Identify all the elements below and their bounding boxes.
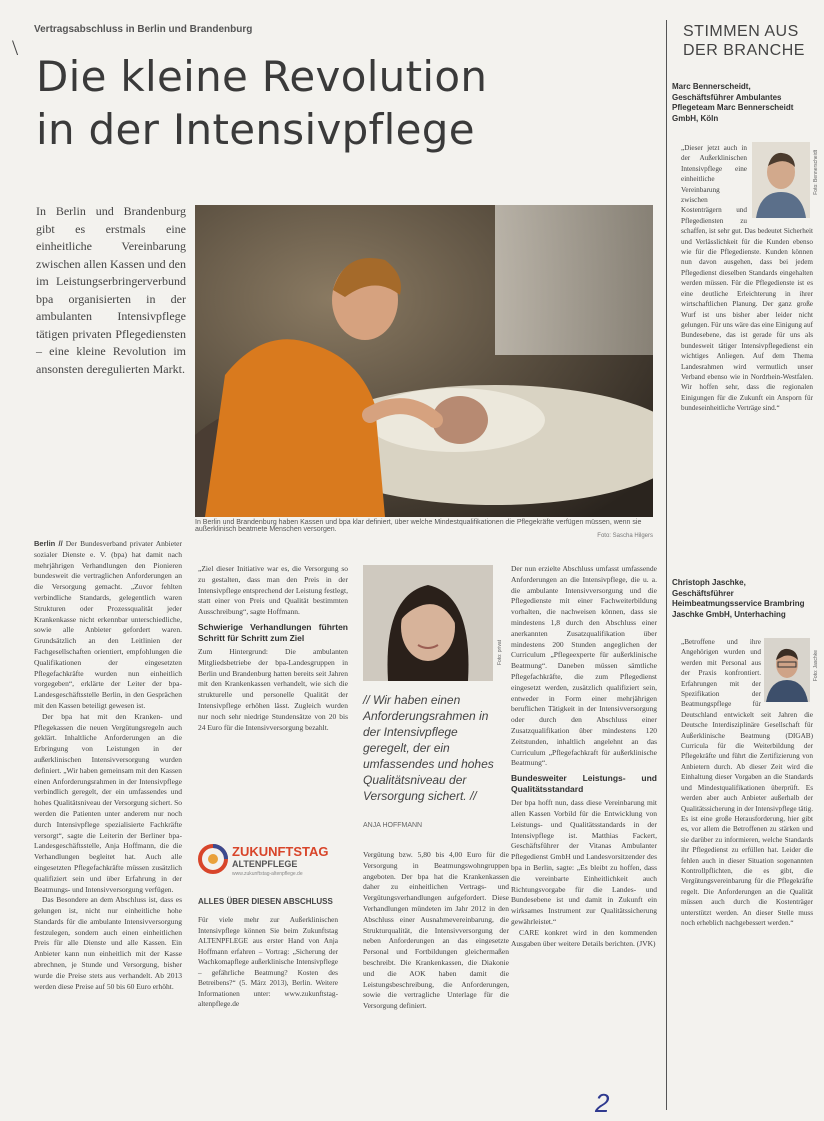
logo-swirl-icon — [198, 844, 228, 874]
column-4-paragraph-3: CARE konkret wird in den kommenden Ausgaben über weitere Details berichten. (JVK) — [511, 927, 657, 948]
box-paragraph: Für viele mehr zur Außerklinischen Intensivpflege können Sie beim Zukunftstag ALTENPFLEGE aus erster Hand von Anja Hoffmann erfahren – Vortrag: „Sicherung der Wachkomapflege außerklinische Intensivpflege – gefährliche Beatmung? Kosten des Betreibens?“ (5. März 2013), Berlin. Weitere Informationen unter: www.zukunftstag-altenpflege.de — [198, 915, 338, 1008]
sidebar-title-line-2: DER BRANCHE — [683, 42, 805, 59]
person-1-name: Marc Bennerscheidt, — [672, 82, 751, 91]
article-column-2 — [198, 564, 348, 733]
headline — [36, 50, 487, 156]
person-2-name: Christoph Jaschke, — [672, 578, 746, 587]
headline-line-1: Die kleine Revolution — [36, 52, 488, 101]
nurse-patient-illustration — [195, 205, 653, 517]
sidebar-divider — [666, 20, 667, 1110]
person-1-text — [681, 143, 813, 414]
photo-credit: Foto: Sascha Hilgers — [597, 533, 653, 539]
person-2-credit: Foto: Jaschke — [813, 650, 819, 682]
sidebar-title — [683, 22, 805, 60]
person-2-text-content: „Betroffene und ihre Angehörigen wurden und werden mit Personal aus der Praxis konfrontiert. Erfahrungen mit der Spezifikation der Beatmungspflege für Deutschland entwickelt seit Jahren die Deutsche Interdisziplinäre Gesellschaft für Außerklinische Beatmung (DIGAB) Curricula für die Weiterbildung der Pflegekräfte und führt die Zertifizierung von Anbietern durch. Ab dieser Zeit wird die Einhaltung dieser Vorgaben an die Standards und Mindestqualifikationen überprüft. Es werden aber auch Anbieter außerhalb der Qualitätssicherung in der Intensivpflege tätig. Es ist eine große Herausforderung, hier gibt es, vor allem die Betroffenen zu stärken und sie darüber zu informieren, welche Standards ihr Pflegedienst zu erfüllen hat. Leider die fehlen auch in dieser Situation sogenannten Kontrollpflichten, die es gibt, die Vergütungsvereinbarung für die Pflegekräfte regelt. Die Anforderungen an die Qualität müssen auch durch die Kostenträger unterstützt werden. An dieser Stelle muss noch erheblich nachgebessert werden.“ — [681, 638, 813, 927]
person-2-statement — [681, 637, 813, 928]
handwritten-mark: \ — [12, 35, 19, 60]
column-4-paragraph-1: Der nun erzielte Abschluss umfasst umfassende Anforderungen an die Intensivpflege, die u. a. die ambulante Intensivversorgung und die Pflegedienste mit einer Fachweiterbildung vorhalten, die nachweisen können, dass sie mindestens 1,8 durch den Abschluss einer anerkannten Zusatzqualifikation über mindestens 200 Stunden angeglichen der Curriculum „Pflegeexperte für außerklinische Beatmung“. Daneben müssen sämtliche Pflegefachkräfte, die zum Pflegedienst eingesetzt werden, zusätzlich qualifiziert sein, entweder in Form einer mehrjährigen beruflichen Tätigkeit in der Intensivversorgung oder durch den Abschluss einer Zusatzqualifikation über mindestens 120 Zeitstunden, inhaltlich angelehnt an das Curriculum „Pflegefachkraft für außerklinische Beatmung“. — [511, 564, 657, 768]
column-1-paragraph-3: Das Besondere an dem Abschluss ist, dass es gelungen ist, nicht nur einheitliche hohe Standards für die ambulante Intensivversorgung festzulegen, sondern auch einen einheitlichen Preis für alle Dienste und alle Kassen. Ein Anbieter kann nun einheitlich mit der Kasse abrechnen, je Stunde und Versorgung, bisher wurde die Preise stets aus verhandelt. Ab 2013 werden diese Preise auf 50 bis 60 Euro erhöht. — [34, 895, 182, 991]
woman-portrait-illustration — [363, 565, 493, 681]
pull-quote: // Wir haben einen Anforderungsrahmen in der Intensivpflege geregelt, der ein umfassendes und hohes Qualitätsniveau der Versorgung sichert. // — [363, 693, 494, 803]
column-2-subheading: Schwierige Verhandlungen führten Schritt für Schritt zum Ziel — [198, 621, 348, 643]
column-2-paragraph-1: „Ziel dieser Initiative war es, die Versorgung so zu gestalten, dass man den Preis in der Intensivpflege entsprechend der Leistung festlegt, statt einer von Preis und Qualität bestimmten Ausschreibung“, sagte Hoffmann. — [198, 564, 348, 617]
person-1-statement — [681, 143, 813, 414]
headline-line-2: in der Intensivpflege — [36, 105, 475, 154]
column-4-paragraph-2: Der bpa hofft nun, dass diese Vereinbarung mit allen Kassen Vorbild für die Entwicklung von Leistungs- und Qualitätsstandards in der Intensivpflege ist. Matthias Fackert, Geschäftsführer der Vitanas Ambulanter Pflegedienst GmbH und Landesvorsitzender des bpa in Berlin, sagte: „Es bleibt zu hoffen, dass die vereinbarte Einheitlichkeit auch Richtungsvorgabe für die Landes- und Bundesebene ist und damit in Zukunft ein wirksames Instrument zur Qualitätssicherung gewährleistet.“ — [511, 798, 657, 926]
main-photo — [195, 205, 653, 517]
dateline: Berlin // — [34, 539, 63, 548]
article-column-1 — [34, 539, 182, 992]
logo-line-2: ALTENPFLEGE — [232, 859, 298, 869]
person-1-role: Geschäftsführer Ambulantes Pflegeteam Marc Bennerscheidt GmbH, Köln — [672, 92, 794, 123]
sidebar-title-line-1: STIMMEN AUS — [683, 23, 799, 40]
person-2-text — [681, 637, 813, 928]
article-column-4 — [511, 564, 657, 949]
box-title: ALLES ÜBER DIESEN ABSCHLUSS — [198, 897, 333, 906]
kicker: Vertragsabschluss in Berlin und Brandenburg — [34, 24, 253, 35]
page-number: 2 — [595, 1088, 610, 1118]
column-1-paragraph-1-text: Der Bundesverband privater Anbieter sozialer Dienste e. V. (bpa) hat damit nach mehrjährigen Verhandlungen den Pionieren bundesweit die vertraglichen Anforderungen an die Versorgung gemacht. „Zuvor fehlten verbindliche Standards, gelegentlich waren Strukturen oder Prozessqualität jeder Krankenkasse nicht erkennbar unterschiedliche, sowie alle Anbieter gefordert waren. Grundsätzlich an den Leitlinien der Fachgesellschaften orientiert, empfohlungen die Qualifikationen der eingesetzten Pflegefachkräfte wurden nun einheitlich vorgegeben“, erklärte der Leiter der bpa-Landesgeschäftsstelle Berlin, in den Gesprächen mit den Kassen beteiligt gewesen ist. — [34, 539, 182, 710]
article-column-3 — [363, 850, 509, 1012]
column-4-subheading: Bundesweiter Leistungs- und Qualitätsstandard — [511, 773, 657, 795]
column-2-paragraph-2: Zum Hintergrund: Die ambulanten Mitgliedsbetriebe der bpa-Landesgruppen in Berlin und Brandenburg hatten bereits seit Jahren mit den Krankenkassen verhandelt, wie sich die strukturelle und personelle Qualität der Intensivpflege erhöhen lässt. Zugleich wurden nur noch sehr niedrige Stundensätze von 20 bis 24 Euro für die Intensivversorgung bezahlt. — [198, 646, 348, 732]
logo-line-3: www.zukunftstag-altenpflege.de — [232, 871, 303, 877]
quote-author: ANJA HOFFMANN — [363, 822, 423, 829]
person-2-role: Geschäftsführer Heimbeatmungsservice Brambring Jaschke GmbH, Unterhaching — [672, 588, 805, 619]
column-1-paragraph-2: Der bpa hat mit den Kranken- und Pflegekassen die neuen Vergütungsregeln auch geklärt. Inhaltliche Anforderungen an die Erbringung von Leistungen in der außerklinischen Intensivversorgung wurden definiert. „Wir haben gemeinsam mit den Kassen einen Anforderungsrahmen in der Intensivpflege verbindlich geregelt, der ein umfassendes und hohes Qualitätsniveau der Versorgung sichert. So werden die Patienten unter anderem nur noch durch Intensivpflege spezialisierte Fachkräfte versorgt“, sagte die Leiterin der Berliner bpa-Landesgeschäftsstelle, Anja Hoffmann, die die Verhandlungen begleitet hat. Auch alle eingesetzten Pflegefachkräfte müssen zusätzlich qualifiziert sein und über Erfahrung in der Beatmungs- und Intensivversorgung verfügen. — [34, 711, 182, 894]
person-1-credit: Foto: Bennerscheidt — [813, 150, 819, 195]
portrait-credit: Foto: privat — [497, 640, 503, 666]
sidebar-person-1-header — [672, 82, 818, 124]
logo-line-1: ZUKUNFTSTAG — [232, 844, 329, 859]
column-1-paragraph-1 — [34, 539, 182, 712]
column-3-paragraph-1: Vergütung bzw. 5,80 bis 4,00 Euro für die Versorgung in Beatmungswohngruppen angeboten. Der bpa hat die Krankenkassen daher zu einheitlichen Vertrags- und Vergütungsverhandlungen aufgefordert. Diese Verhandlungen mündeten im Jahr 2012 in den Abschluss einer Ausnahmevereinbarung, die Strukturqualität, die Intensivversorgung der neben Anforderungen an das eingesetzte Personal und Fortbildungen gleichermaßen beschreibt. Die Krankenkassen, die Diakonie und die AOK haben damit die Leistungsbeschreibung, die Anforderungen, sowie die vertragliche Unterlage für die Versorgung definiert. — [363, 850, 509, 1011]
photo-caption — [195, 519, 653, 539]
intro-paragraph: In Berlin und Brandenburg gibt es erstmals eine einheitliche Vereinbarung zwischen allen Kassen und den im Leistungserbringerverbund bpa organisierten in der ambulanten Intensivpflege tätigen privaten Pflegediensten – eine kleine Revolution im ansonsten deregulierten Markt. — [36, 204, 186, 376]
person-1-text-content: „Dieser jetzt auch in der Außerklinischen Intensivpflege eine einheitliche Vereinbarung zwischen Kostenträgern und Pflegediensten zu schaffen, ist sehr gut. Das bedeutet Sicherheit und Verlässlichkeit für die Kunden ebenso wie für die Pflegedienste. Kunden können nun davon ausgehen, dass bei jedem Pflegedienst dieselben Standards eingehalten werden müssen. Für die Pflegedienste ist es eine deutliche Erleichterung in ihrer wirtschaftlichen Planung. Der ganz große Wurf ist uns bisher aber leider nicht gelungen. Für uns wäre das eine Einigung auf Bundesebene, das ist gerade für uns als bundesweit tätiger Intensivpflegedienst ein wichtiges Anliegen. Auf dem Thema Landesrahmen wird vermutlich unser Verband ebenso wie in Nordrhein-Westfalen. Wir hoffen sehr, dass die regionalen Einigungen für die Zukunft ein Ansporn für bundeseinheitliche Verträge sind.“ — [681, 144, 813, 413]
photo-caption-text: In Berlin und Brandenburg haben Kassen und bpa klar definiert, über welche Mindestqualifikationen die Pflegekräfte verfügen müssen, wenn sie außerklinisch beatmete Menschen versorgen. — [195, 519, 642, 533]
sidebar-person-2-header — [672, 578, 818, 620]
zukunftstag-logo — [198, 838, 338, 888]
box-text — [198, 915, 338, 1010]
portrait-photo — [363, 565, 493, 681]
